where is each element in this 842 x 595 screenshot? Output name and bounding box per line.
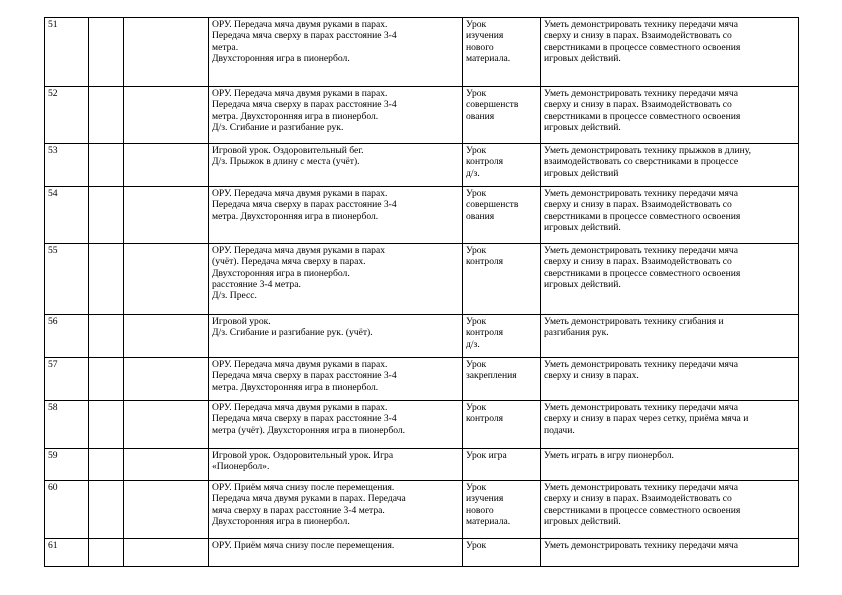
lesson-type: Урок контроля д/з. (463, 144, 541, 187)
empty-cell (89, 244, 124, 315)
table-row (45, 315, 799, 358)
lesson-content: ОРУ. Приём мяча снизу после перемещения. (209, 539, 463, 567)
table-row (45, 481, 799, 539)
lesson-plan-table (44, 17, 799, 567)
empty-cell (89, 18, 124, 87)
expected-result: Уметь демонстрировать технику передачи мяча сверху и снизу в парах. Взаимодействовать со сверстниками в процессе совместного освоения игровых действий. (541, 87, 799, 144)
empty-cell (124, 539, 209, 567)
lesson-number: 51 (45, 18, 89, 87)
empty-cell (124, 481, 209, 539)
empty-cell (89, 401, 124, 449)
table-row (45, 244, 799, 315)
empty-cell (124, 144, 209, 187)
empty-cell (124, 244, 209, 315)
empty-cell (89, 358, 124, 401)
empty-cell (89, 87, 124, 144)
empty-cell (124, 401, 209, 449)
lesson-content: ОРУ. Передача мяча двумя руками в парах. Передача мяча сверху в парах расстояние 3-4 метра. Двухсторонняя игра в пионербол. (209, 358, 463, 401)
lesson-number: 52 (45, 87, 89, 144)
lesson-content: Игровой урок. Оздоровительный бег. Д/з. Прыжок в длину с места (учёт). (209, 144, 463, 187)
lesson-content: ОРУ. Передача мяча двумя руками в парах (учёт). Передача мяча сверху в парах. Двухсторонняя игра в пионербол. расстояние 3-4 метра. Д/з. Пресс. (209, 244, 463, 315)
empty-cell (124, 87, 209, 144)
expected-result: Уметь демонстрировать технику передачи мяча сверху и снизу в парах. Взаимодействовать со сверстниками в процессе совместного освоения игровых действий. (541, 244, 799, 315)
expected-result: Уметь демонстрировать технику передачи мяча сверху и снизу в парах через сетку, приёма мяча и подачи. (541, 401, 799, 449)
lesson-type: Урок изучения нового материала. (463, 18, 541, 87)
empty-cell (124, 358, 209, 401)
empty-cell (89, 449, 124, 481)
lesson-number: 61 (45, 539, 89, 567)
lesson-number: 53 (45, 144, 89, 187)
lesson-number: 57 (45, 358, 89, 401)
lesson-number: 54 (45, 187, 89, 244)
table-row (45, 144, 799, 187)
expected-result: Уметь демонстрировать технику передачи мяча сверху и снизу в парах. Взаимодействовать со сверстниками в процессе совместного освоения игровых действий. (541, 18, 799, 87)
lesson-number: 58 (45, 401, 89, 449)
lesson-content: ОРУ. Передача мяча двумя руками в парах. Передача мяча сверху в парах расстояние 3-4 метра (учёт). Двухсторонняя игра в пионербол. (209, 401, 463, 449)
lesson-content: Игровой урок. Оздоровительный урок. Игра «Пионербол». (209, 449, 463, 481)
table-row (45, 87, 799, 144)
empty-cell (124, 18, 209, 87)
lesson-content: ОРУ. Передача мяча двумя руками в парах. Передача мяча сверху в парах расстояние 3-4 метра. Двухсторонняя игра в пионербол. Д/з. Сгибание и разгибание рук. (209, 87, 463, 144)
empty-cell (89, 539, 124, 567)
lesson-content: ОРУ. Приём мяча снизу после перемещения. Передача мяча двумя руками в парах. Передача мяча сверху в парах расстояние 3-4 метра. Двухсторонняя игра в пионербол. (209, 481, 463, 539)
expected-result: Уметь демонстрировать технику передачи мяча сверху и снизу в парах. Взаимодействовать со сверстниками в процессе совместного освоения игровых действий. (541, 187, 799, 244)
table-row (45, 539, 799, 567)
lesson-type: Урок (463, 539, 541, 567)
lesson-number: 55 (45, 244, 89, 315)
empty-cell (89, 315, 124, 358)
expected-result: Уметь играть в игру пионербол. (541, 449, 799, 481)
empty-cell (89, 187, 124, 244)
lesson-type: Урок контроля д/з. (463, 315, 541, 358)
table-row (45, 18, 799, 87)
lesson-type: Урок закрепления (463, 358, 541, 401)
table-row (45, 449, 799, 481)
lesson-type: Урок изучения нового материала. (463, 481, 541, 539)
table-row (45, 187, 799, 244)
table-row (45, 358, 799, 401)
lesson-number: 60 (45, 481, 89, 539)
expected-result: Уметь демонстрировать технику передачи мяча сверху и снизу в парах. (541, 358, 799, 401)
lesson-number: 56 (45, 315, 89, 358)
expected-result: Уметь демонстрировать технику передачи мяча (541, 539, 799, 567)
empty-cell (124, 449, 209, 481)
empty-cell (89, 481, 124, 539)
lesson-type: Урок совершенств ования (463, 187, 541, 244)
table-row (45, 401, 799, 449)
lesson-content: Игровой урок. Д/з. Сгибание и разгибание рук. (учёт). (209, 315, 463, 358)
empty-cell (124, 187, 209, 244)
lesson-content: ОРУ. Передача мяча двумя руками в парах. Передача мяча сверху в парах расстояние 3-4 метра. Двухсторонняя игра в пионербол. (209, 187, 463, 244)
empty-cell (124, 315, 209, 358)
lesson-type: Урок контроля (463, 244, 541, 315)
lesson-type: Урок игра (463, 449, 541, 481)
expected-result: Уметь демонстрировать технику передачи мяча сверху и снизу в парах. Взаимодействовать со сверстниками в процессе совместного освоения игровых действий. (541, 481, 799, 539)
expected-result: Уметь демонстрировать технику сгибания и разгибания рук. (541, 315, 799, 358)
lesson-type: Урок контроля (463, 401, 541, 449)
lesson-number: 59 (45, 449, 89, 481)
lesson-content: ОРУ. Передача мяча двумя руками в парах. Передача мяча сверху в парах расстояние 3-4 метра. Двухсторонняя игра в пионербол. (209, 18, 463, 87)
expected-result: Уметь демонстрировать технику прыжков в длину, взаимодействовать со сверстниками в процессе игровых действий (541, 144, 799, 187)
lesson-type: Урок совершенств ования (463, 87, 541, 144)
empty-cell (89, 144, 124, 187)
